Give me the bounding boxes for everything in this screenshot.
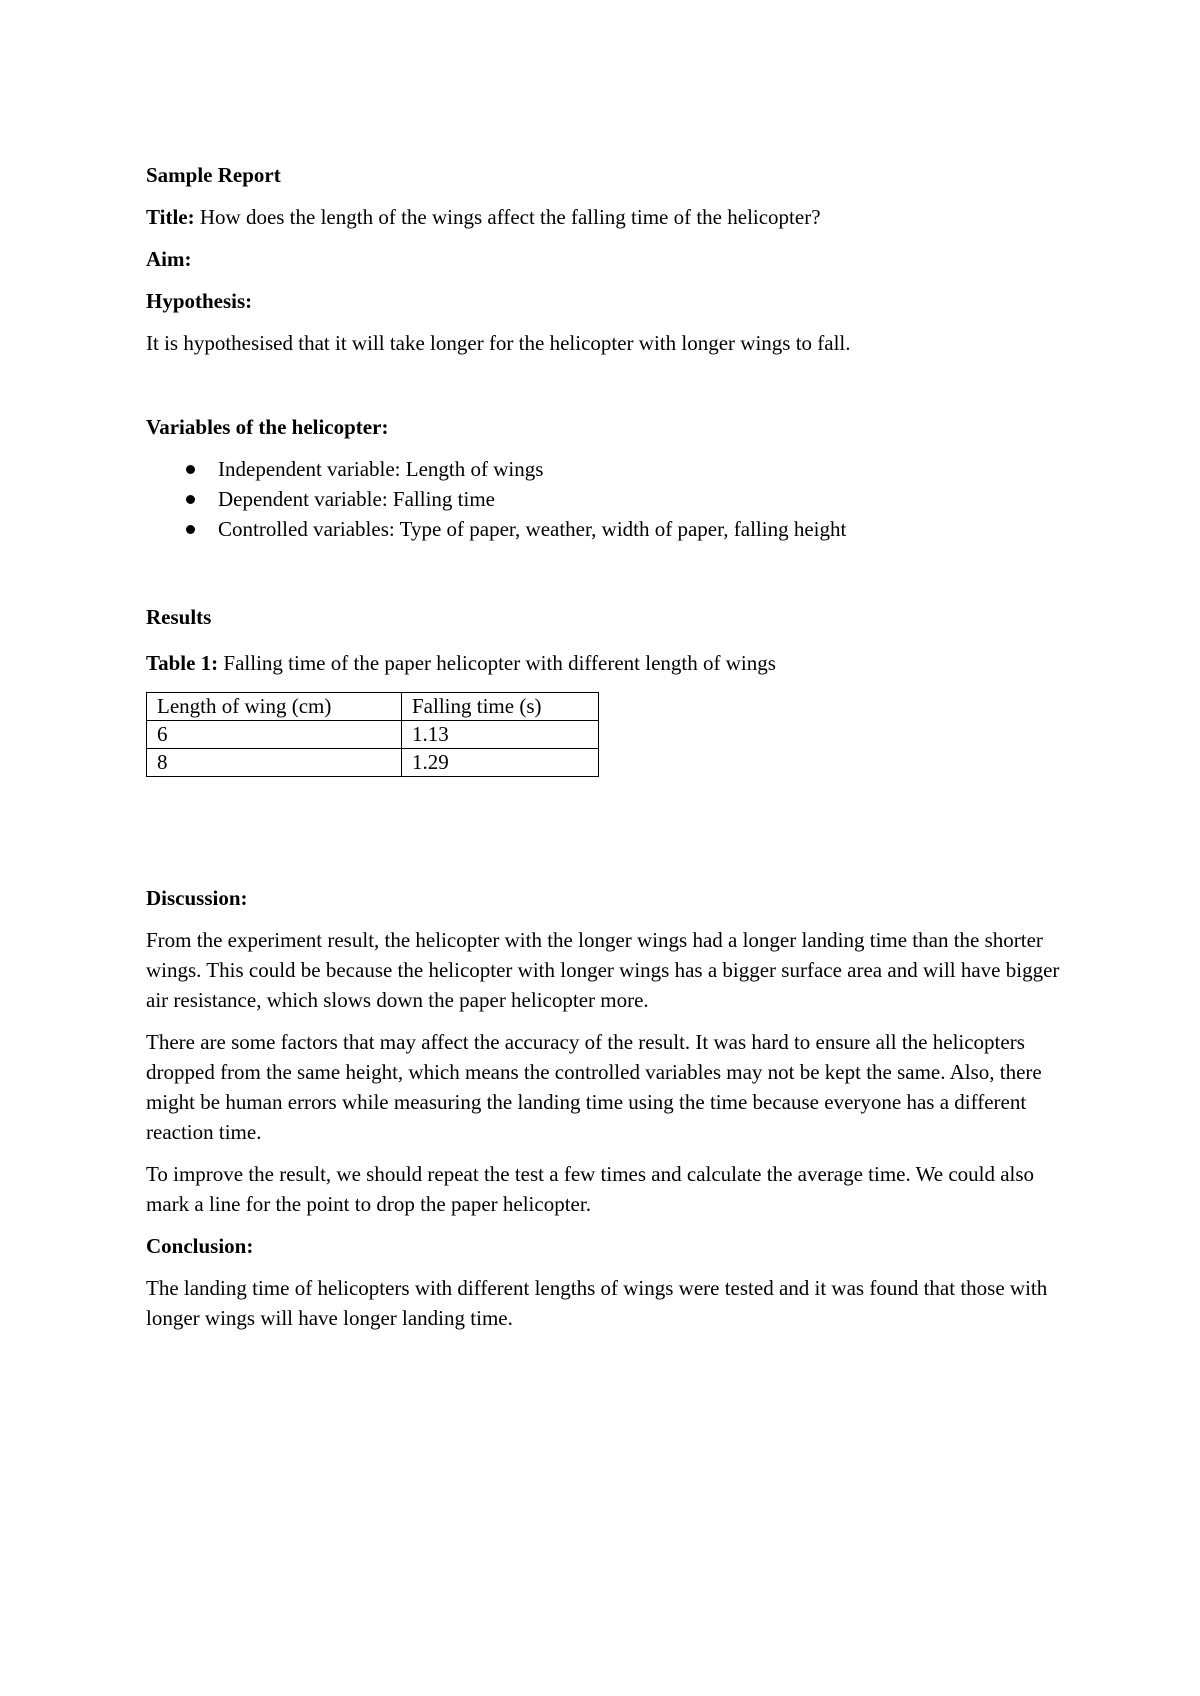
conclusion-text: The landing time of helicopters with different lengths of wings were tested and it was found that those with longer wings will have longer landing time. <box>146 1276 1048 1330</box>
discussion-paragraph: There are some factors that may affect the accuracy of the result. It was hard to ensure all the helicopters dropped from the same height, which means the controlled variables may not be kept the same. Also, there might be human errors while measuring the landing time using the time because everyone has a different reaction time. <box>146 1030 1042 1144</box>
title-line <box>146 202 1066 232</box>
title-label: Title: <box>146 205 195 229</box>
hypothesis-text: It is hypothesised that it will take longer for the helicopter with longer wings to fall. <box>146 331 851 355</box>
table-cell: 1.13 <box>402 721 599 749</box>
table-cell: 1.29 <box>402 749 599 777</box>
hypothesis-label: Hypothesis: <box>146 289 253 313</box>
table-caption-text: Falling time of the paper helicopter with different length of wings <box>218 651 776 675</box>
report-page <box>146 160 1066 1333</box>
table-header-cell: Falling time (s) <box>402 693 599 721</box>
discussion-paragraph: From the experiment result, the helicopter with the longer wings had a longer landing time than the shorter wings. This could be because the helicopter with longer wings has a bigger surface area and will have bigger air resistance, which slows down the paper helicopter more. <box>146 928 1060 1012</box>
discussion-paragraph: To improve the result, we should repeat the test a few times and calculate the average time. We could also mark a line for the point to drop the paper helicopter. <box>146 1162 1035 1216</box>
results-heading: Results <box>146 605 212 629</box>
discussion-heading: Discussion: <box>146 886 248 910</box>
variable-item-label: Controlled variables: Type of paper, weather, width of paper, falling height <box>218 517 847 541</box>
variables-list <box>146 454 1066 544</box>
results-table <box>146 692 599 777</box>
variables-heading: Variables of the helicopter: <box>146 415 389 439</box>
conclusion-heading: Conclusion: <box>146 1234 254 1258</box>
variable-item-label: Dependent variable: Falling time <box>218 487 495 511</box>
bullet-icon <box>186 495 195 504</box>
aim-label: Aim: <box>146 247 192 271</box>
table-header-row <box>147 693 599 721</box>
table-caption-label: Table 1: <box>146 651 219 675</box>
variable-item-dependent <box>146 484 1066 514</box>
table-cell: 8 <box>147 749 402 777</box>
table-caption <box>146 648 1066 678</box>
table-row <box>147 721 599 749</box>
title-text: How does the length of the wings affect the falling time of the helicopter? <box>194 205 821 229</box>
bullet-icon <box>186 465 195 474</box>
variable-item-controlled <box>146 514 1066 544</box>
report-heading: Sample Report <box>146 163 281 187</box>
variable-item-independent <box>146 454 1066 484</box>
table-row <box>147 749 599 777</box>
table-header-cell: Length of wing (cm) <box>147 693 402 721</box>
bullet-icon <box>186 525 195 534</box>
variable-item-label: Independent variable: Length of wings <box>218 457 544 481</box>
table-cell: 6 <box>147 721 402 749</box>
